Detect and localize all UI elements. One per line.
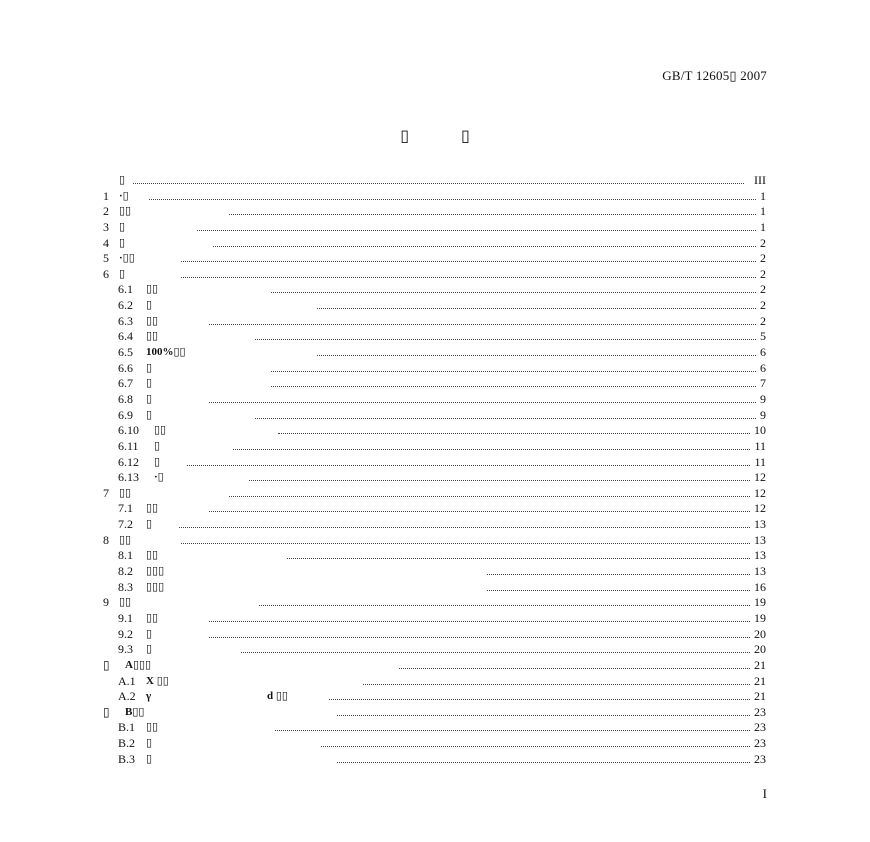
toc-leader-dots [278,433,750,434]
toc-entry-label: B▯▯ [125,705,145,718]
toc-entry-label: ▯ [119,174,126,186]
toc-entry-number: 3 [103,219,109,234]
page-number: I [762,786,767,801]
toc-entry-label: ▯▯ [146,314,159,327]
toc-entry-label: ▯ [119,220,126,233]
toc-entry-label: ▯▯ [146,330,159,343]
toc-entry-label: ·▯ [154,471,164,484]
toc-entry-label: ▯▯ [146,611,159,624]
toc-entry[interactable] [103,595,766,611]
toc-entry[interactable] [103,251,766,267]
toc-entry-label: ▯▯ [119,205,132,218]
toc-entry-label: ·▯▯ [119,252,135,265]
toc-entry-page: 12 [754,470,766,485]
toc-entry-number: B.2 [118,736,136,751]
toc-entry-number: 8.3 [118,579,133,594]
toc-entry-label: ▯▯ [146,549,159,562]
toc-entry-number: 6.2 [118,298,133,313]
toc-entry-page: 10 [754,423,766,438]
toc-entry-page: 16 [754,579,766,594]
toc-entry-label: ▯ [146,361,153,374]
toc-entry[interactable] [103,236,766,252]
toc-entry[interactable] [103,689,766,705]
toc-entry-number: 8 [103,532,109,547]
toc-entry-label: ▯ [119,267,126,280]
toc-entry-number: A.1 [118,673,136,688]
toc-entry-number: 7.2 [118,517,133,532]
toc-entry-label: ▯▯ [154,424,167,437]
toc-entry-page: 5 [760,329,766,344]
toc-entry-label: ▯ [146,392,153,405]
toc-leader-dots [363,684,750,685]
toc-entry-number: 6.6 [118,360,133,375]
toc-entry-page: 2 [760,235,766,250]
toc-entry-number: ▯ [103,704,110,719]
toc-entry-number: 6.5 [118,345,133,360]
toc-entry-page: 21 [754,673,766,688]
toc-entry-page: III [754,173,766,187]
toc-entry-page: 12 [754,501,766,516]
toc-leader-dots [213,246,756,247]
toc-entry-page: 2 [760,282,766,297]
toc-entry-page: 19 [754,595,766,610]
toc-entry[interactable] [103,674,766,690]
toc-leader-dots [487,590,750,591]
toc-entry-page: 21 [754,657,766,672]
toc-leader-dots [209,637,750,638]
toc-entry-label: ▯ [146,627,153,640]
toc-entry-page: 9 [760,391,766,406]
toc-entry-number: 6 [103,266,109,281]
toc-entry-number: 7 [103,485,109,500]
toc-leader-dots [255,339,756,340]
toc-entry-number: ▯ [103,657,110,672]
toc-entry-number: 6.7 [118,376,133,391]
toc-entry-label-extra: d ▯▯ [267,690,288,703]
toc-entry-number: A.2 [118,689,136,704]
toc-entry[interactable] [103,548,766,564]
toc-entry-label: ▯ [146,737,153,750]
toc-entry-number: 6.8 [118,391,133,406]
toc-leader-dots [181,261,756,262]
toc-entry-page: 11 [754,454,766,469]
toc-entry-label: ▯ [146,752,153,765]
toc-entry-label: γ [146,690,152,703]
toc-entry-label: ·▯ [119,189,129,202]
toc-entry-page: 2 [760,298,766,313]
toc-entry-page: 20 [754,626,766,641]
toc-entry-label: ▯ [146,643,153,656]
toc-entry-number: 6.9 [118,407,133,422]
toc-leader-dots [255,418,756,419]
toc-entry-page: 7 [760,376,766,391]
toc-entry-number: B.3 [118,751,136,766]
toc-entry-page: 19 [754,610,766,625]
toc-leader-dots [271,386,756,387]
toc-leader-dots [233,449,750,450]
toc-entry-page: 13 [754,564,766,579]
toc-entry-number: 6.13 [118,470,139,485]
toc-leader-dots [181,277,756,278]
toc-entry[interactable] [103,423,766,439]
toc-leader-dots [337,715,750,716]
toc-entry-page: 6 [760,360,766,375]
toc-entry[interactable] [103,408,766,424]
toc-entry[interactable] [103,642,766,658]
toc-leader-dots [197,230,756,231]
toc-entry[interactable] [103,720,766,736]
toc-entry[interactable] [103,627,766,643]
toc-leader-dots [275,730,750,731]
toc-entry-label: ▯ [146,377,153,390]
toc-entry-label: ▯ [154,439,161,452]
toc-entry-label: ▯▯ [146,721,159,734]
toc-entry[interactable] [103,705,766,721]
toc-leader-dots [321,746,750,747]
toc-entry[interactable] [103,376,766,392]
toc-entry-page: 1 [760,188,766,203]
toc-entry-number: 2 [103,204,109,219]
toc-entry-page: 21 [754,689,766,704]
toc-entry-label: ▯ [146,299,153,312]
toc-entry-label: X ▯▯ [146,674,169,687]
toc-entry-number: 4 [103,235,109,250]
toc-leader-dots [209,402,756,403]
toc-entry-page: 23 [754,720,766,735]
toc-entry-number: 8.1 [118,548,133,563]
toc-leader-dots [209,511,750,512]
toc-entry-label: ▯ [119,236,126,249]
toc-entry-page: 13 [754,532,766,547]
toc-entry[interactable] [103,220,766,236]
toc-entry-number: 9.2 [118,626,133,641]
toc-entry-page: 12 [754,485,766,500]
toc-entry-page: 1 [760,219,766,234]
toc-entry-number: 6.12 [118,454,139,469]
toc-entry-page: 2 [760,313,766,328]
toc-entry-label: ▯▯ [146,283,159,296]
toc-entry-page: 6 [760,345,766,360]
toc-entry[interactable] [103,345,766,361]
toc-leader-dots [179,527,750,528]
toc-entry-label: ▯▯ [119,533,132,546]
toc-leader-dots [287,558,750,559]
toc-entry[interactable] [103,392,766,408]
toc-entry-number: 1 [103,188,109,203]
toc-entry-number: 9.1 [118,610,133,625]
toc-entry[interactable] [103,329,766,345]
toc-entry-number: 6.4 [118,329,133,344]
toc-leader-dots [337,762,750,763]
toc-entry[interactable] [103,533,766,549]
toc-entry-page: 2 [760,266,766,281]
toc-entry[interactable] [103,439,766,455]
toc-leader-dots [209,621,750,622]
toc-leader-dots [187,465,750,466]
toc-entry-page: 23 [754,736,766,751]
toc-entry-number: 6.3 [118,313,133,328]
toc-leader-dots [259,605,750,606]
toc-leader-dots [229,214,756,215]
toc-entry-label: ▯▯▯ [146,565,165,578]
toc-entry-label: ▯▯ [119,596,132,609]
toc-entry[interactable] [103,455,766,471]
toc-entry-label: ▯▯▯ [146,580,165,593]
toc-leader-dots [209,324,756,325]
toc-leader-dots [399,668,750,669]
toc-entry-label: ▯ [146,518,153,531]
toc-entry-page: 9 [760,407,766,422]
toc-entry[interactable] [103,486,766,502]
toc-entry-number: 8.2 [118,564,133,579]
toc-entry[interactable] [103,501,766,517]
toc-entry[interactable] [103,173,766,189]
toc-entry[interactable] [103,314,766,330]
toc-leader-dots [241,652,750,653]
toc-entry[interactable] [103,736,766,752]
toc-entry-label: ▯▯ [119,486,132,499]
toc-title: ▯▯ [400,128,522,145]
toc-leader-dots [317,355,756,356]
toc-entry-number: 7.1 [118,501,133,516]
toc-entry-page: 1 [760,204,766,219]
toc-entry[interactable] [103,564,766,580]
toc-leader-dots [181,543,750,544]
toc-leader-dots [229,496,750,497]
toc-entry-label: 100%▯▯ [146,346,186,359]
toc-leader-dots [249,480,750,481]
toc-leader-dots [149,199,756,200]
standard-code: GB/T 12605▯ 2007 [662,68,767,83]
toc-entry-number: 9 [103,595,109,610]
toc-entry-page: 13 [754,517,766,532]
toc-entry[interactable] [103,204,766,220]
toc-entry[interactable] [103,611,766,627]
toc-entry-label: ▯ [154,455,161,468]
toc-entry[interactable] [103,189,766,205]
toc-entry[interactable] [103,658,766,674]
toc-entry-page: 13 [754,548,766,563]
toc-leader-dots [317,308,756,309]
toc-entry-page: 2 [760,251,766,266]
toc-entry[interactable] [103,298,766,314]
toc-entry-number: B.1 [118,720,136,735]
table-of-contents [103,173,766,767]
toc-entry-page: 20 [754,642,766,657]
toc-entry[interactable] [103,517,766,533]
toc-leader-dots [271,371,756,372]
toc-entry[interactable] [103,580,766,596]
toc-entry-label: ▯▯ [146,502,159,515]
toc-entry-number: 5 [103,251,109,266]
toc-leader-dots [329,699,750,700]
toc-leader-dots [271,292,756,293]
toc-leader-dots [133,183,744,184]
toc-entry-label: A▯▯▯ [125,658,152,671]
toc-entry[interactable] [103,267,766,283]
toc-entry-page: 23 [754,751,766,766]
toc-entry[interactable] [103,470,766,486]
toc-entry[interactable] [103,282,766,298]
toc-entry-page: 23 [754,704,766,719]
toc-entry-label: ▯ [146,408,153,421]
toc-entry-page: 11 [754,438,766,453]
toc-entry-number: 6.10 [118,423,139,438]
toc-entry-number: 6.1 [118,282,133,297]
toc-entry-number: 9.3 [118,642,133,657]
toc-entry-number: 6.11 [118,438,139,453]
toc-leader-dots [487,574,750,575]
toc-entry[interactable] [103,752,766,768]
toc-entry[interactable] [103,361,766,377]
